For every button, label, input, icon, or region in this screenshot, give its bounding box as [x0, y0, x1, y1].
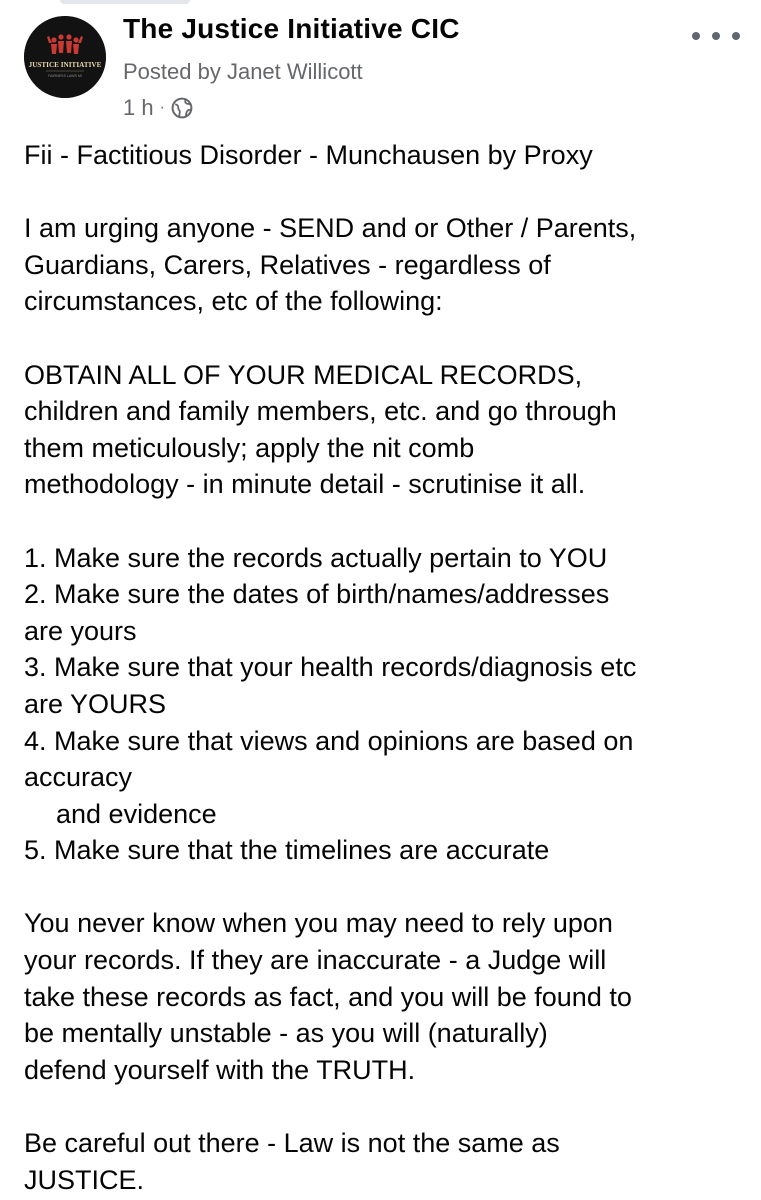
post-text-line: 1. Make sure the records actually pertain to YOU: [24, 542, 608, 573]
post-text-line: are YOURS: [24, 688, 167, 719]
page-name-link[interactable]: The Justice Initiative CIC: [123, 13, 460, 44]
more-options-icon[interactable]: [692, 22, 740, 50]
paragraph-break: [24, 869, 749, 906]
post-text-line: 2. Make sure the dates of birth/names/addresses: [24, 579, 610, 610]
svg-text:FAIRNESS LAWS MI: FAIRNESS LAWS MI: [48, 74, 82, 78]
paragraph-break: [24, 320, 749, 357]
svg-text:JUSTICE INITIATIVE: JUSTICE INITIATIVE: [28, 61, 102, 69]
post-text-line: Be careful out there - Law is not the same as: [24, 1128, 560, 1159]
paragraph-break: [24, 174, 749, 211]
post-text-line: 5. Make sure that the timelines are accurate: [24, 835, 550, 866]
post-text: [24, 137, 749, 1198]
people-icon: [24, 16, 106, 98]
post-text-line: circumstances, etc of the following:: [24, 286, 443, 317]
post-text-line: accuracy: [24, 762, 133, 793]
post-text-line: I am urging anyone - SEND and or Other / Parents,: [24, 213, 637, 244]
post-text-line: be mentally unstable - as you will (naturally): [24, 1018, 548, 1049]
paragraph-break: [24, 503, 749, 540]
post-text-line: 4. Make sure that views and opinions are based on: [24, 725, 634, 756]
post-text-line: Guardians, Carers, Relatives - regardless of: [24, 249, 551, 280]
post-text-line: JUSTICE.: [24, 1164, 145, 1195]
post-text-line: children and family members, etc. and go through: [24, 396, 617, 427]
post-text-line: OBTAIN ALL OF YOUR MEDICAL RECORDS,: [24, 359, 583, 390]
post-text-line: them meticulously; apply the nit comb: [24, 432, 475, 463]
post-text-line: defend yourself with the TRUTH.: [24, 1054, 416, 1085]
meta-separator: ·: [159, 99, 165, 116]
post-text-line: You never know when you may need to rely upon: [24, 908, 613, 939]
post-text-line: 3. Make sure that your health records/diagnosis etc: [24, 652, 637, 683]
posted-by-label: Posted by Janet Willicott: [123, 59, 363, 84]
post-meta: [123, 94, 193, 122]
post-header: [0, 0, 761, 130]
post-text-line: and evidence: [56, 798, 217, 829]
post-timestamp[interactable]: 1 h: [123, 95, 154, 120]
paragraph-break: [24, 1088, 749, 1125]
more-dot: [712, 32, 720, 40]
page-avatar[interactable]: [24, 16, 106, 98]
post-text-line: Fii - Factitious Disorder - Munchausen by Proxy: [24, 140, 593, 170]
post-text-line: take these records as fact, and you will be found to: [24, 981, 632, 1012]
more-dot: [692, 32, 700, 40]
more-dot: [732, 32, 740, 40]
post-text-line: are yours: [24, 615, 137, 646]
globe-icon: [171, 97, 193, 119]
post-text-line: methodology - in minute detail - scrutinise it all.: [24, 469, 586, 500]
post-text-line: your records. If they are inaccurate - a Judge will: [24, 945, 607, 976]
